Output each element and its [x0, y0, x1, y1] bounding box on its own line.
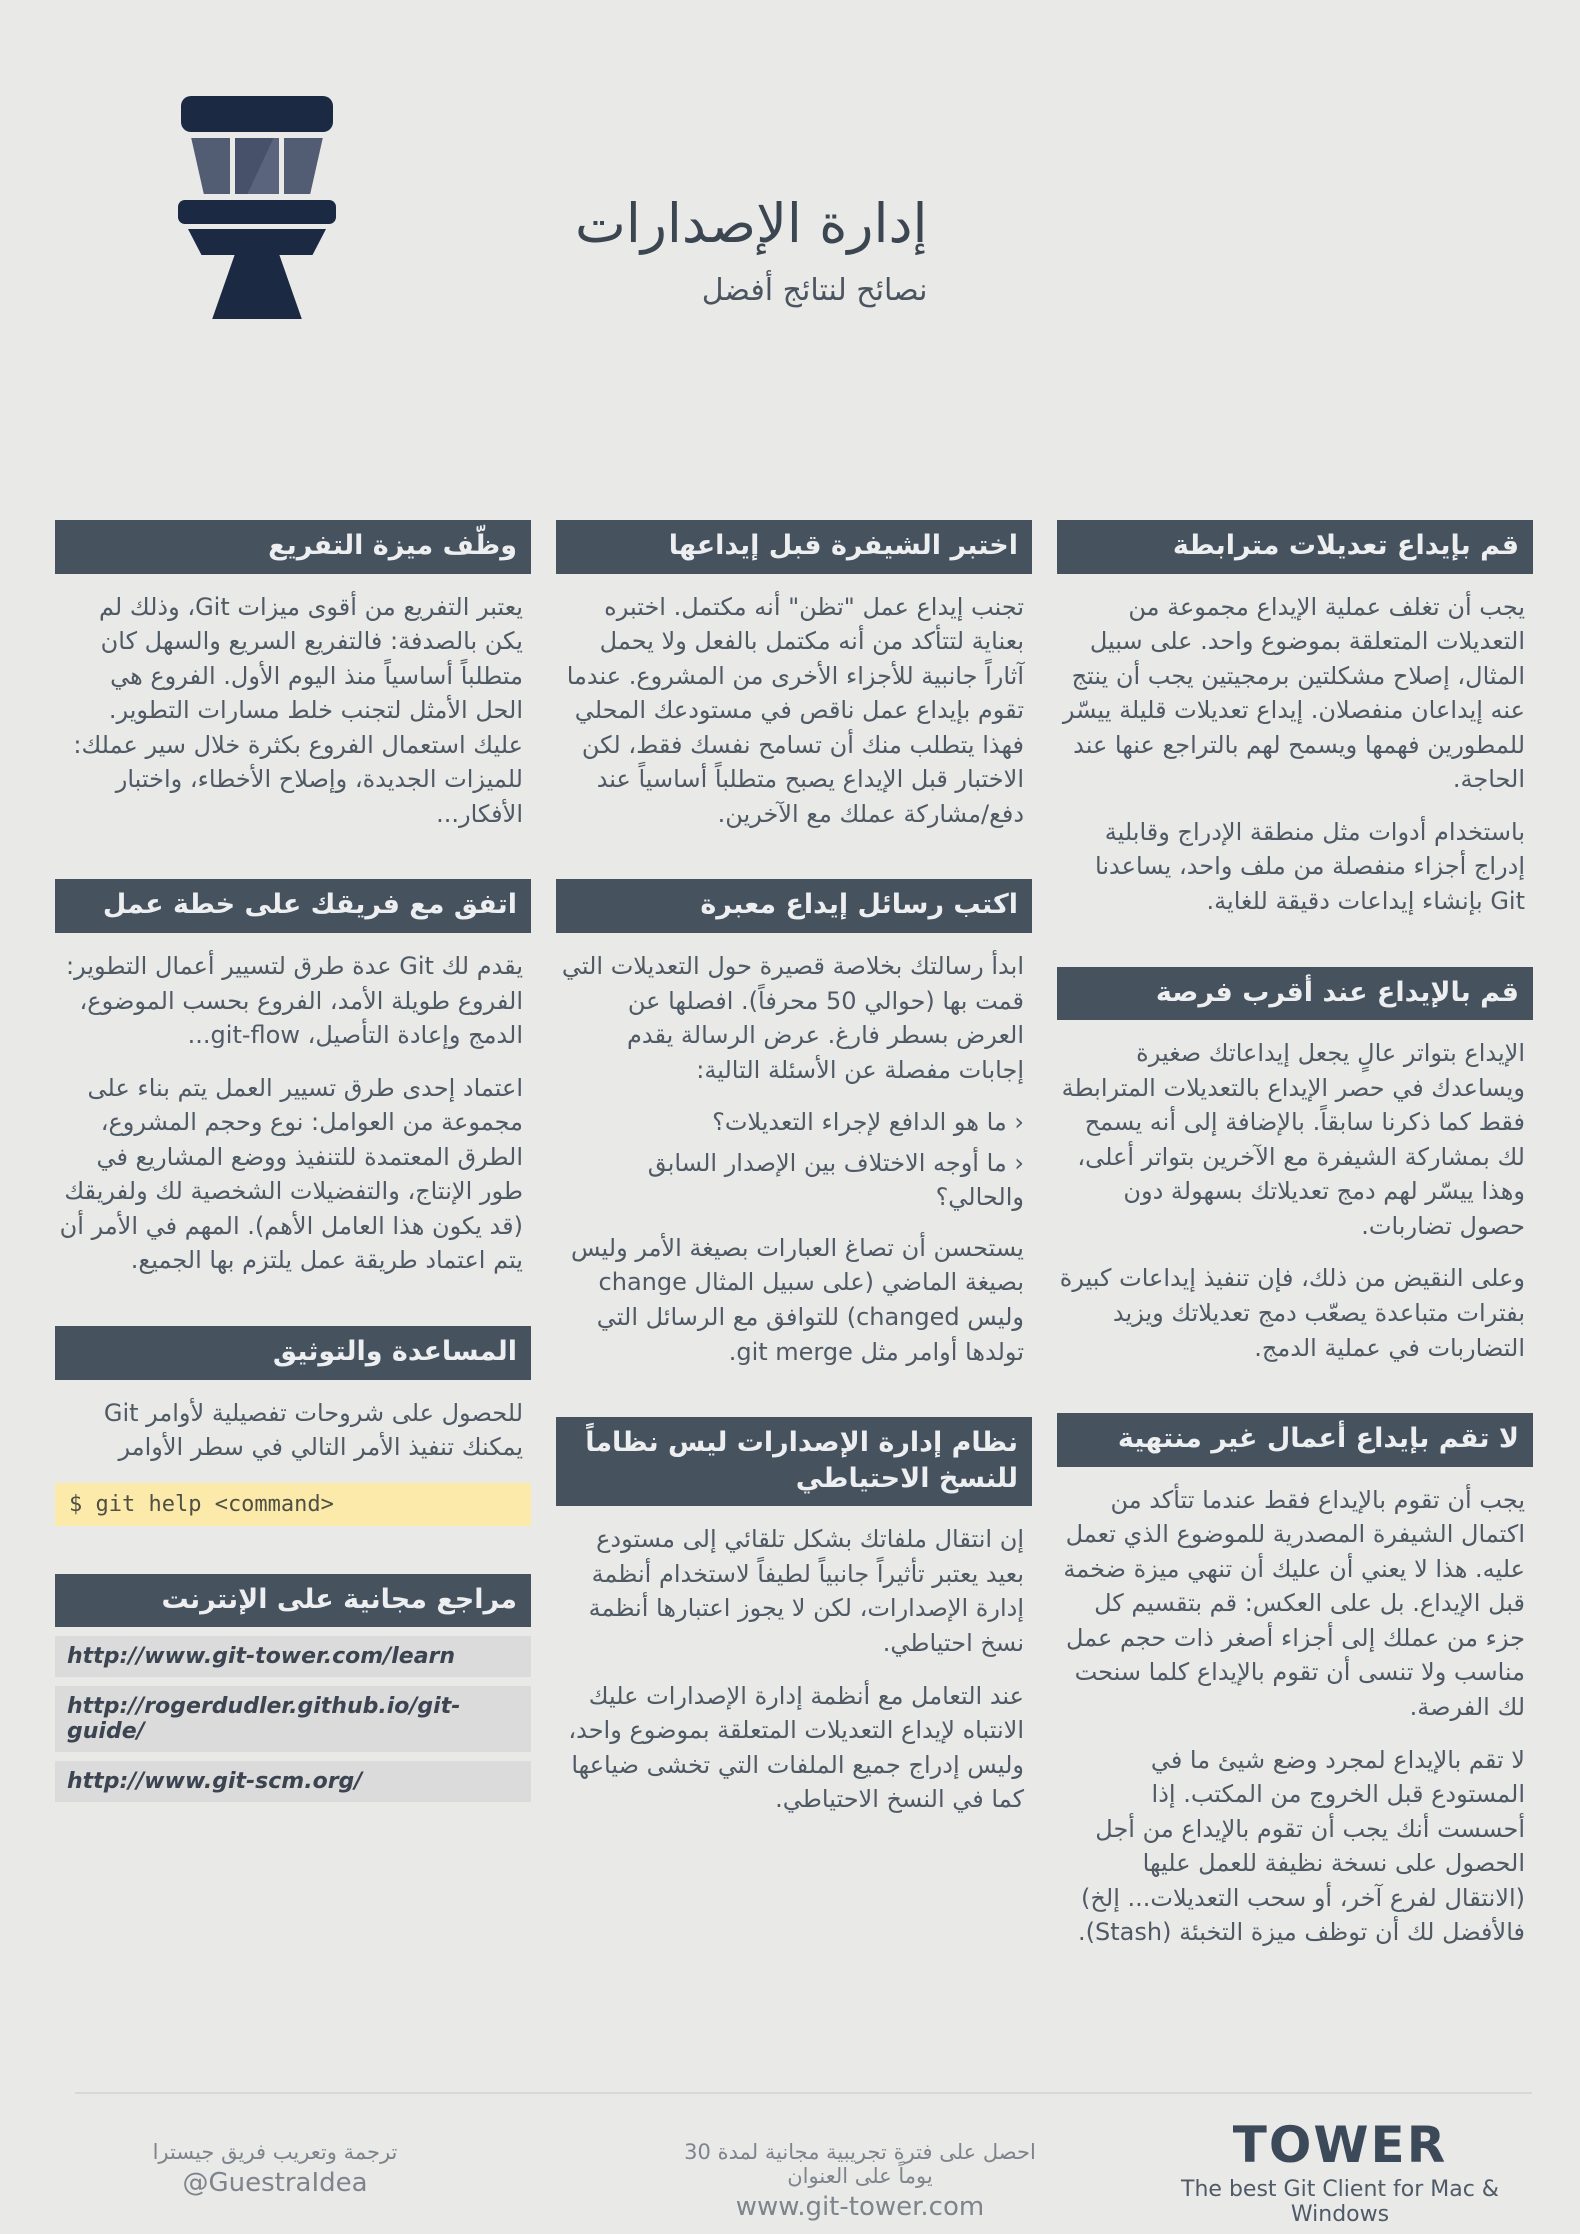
section-dont-commit-unfinished	[1057, 1413, 1533, 1950]
section-heading: لا تقم بإيداع أعمال غير منتهية	[1057, 1413, 1533, 1467]
section-paragraph: يجب أن تقوم بالإيداع فقط عندما تتأكد من اكتمال الشيفرة المصدرية للموضوع الذي تعمل عليه. هذا لا يعني أن عليك أن تنهي ميزة ضخمة قبل الإيداع. بل على العكس: قم بتقسيم كل جزء من عملك إلى أجزاء أصغر ذات حجم عمل مناسب ولا تنسى أن تقوم بالإيداع كلما سنحت لك الفرصة.	[1063, 1485, 1525, 1721]
section-heading: المساعدة والتوثيق	[55, 1326, 531, 1380]
footer-trial-offer	[680, 2140, 1040, 2222]
section-paragraph: عند التعامل مع أنظمة إدارة الإصدارات عليك الانتباه لإيداع التعديلات المتعلقة بموضوع واحد، وليس إدراج جميع الملفات التي تخشى ضياعها كما في النسخ الاحتياطي.	[568, 1681, 1024, 1814]
section-commit-messages	[556, 879, 1032, 1369]
section-heading: مراجع مجانية على الإنترنت	[55, 1574, 531, 1628]
reference-link-git-scm[interactable]: http://www.git-scm.org/	[55, 1761, 531, 1802]
section-heading: قم بإيداع تعديلات مترابطة	[1057, 520, 1533, 574]
section-heading: اكتب رسائل إيداع معبرة	[556, 879, 1032, 933]
logo-window-pane	[187, 138, 230, 194]
logo-cap-shape	[181, 96, 333, 132]
logo-stem-shape	[201, 255, 313, 319]
section-heading: وظّف ميزة التفريع	[55, 520, 531, 574]
section-use-branches	[55, 520, 531, 831]
section-commit-often	[1057, 967, 1533, 1366]
logo-band-shape	[182, 229, 332, 255]
section-paragraph: تجنب إيداع عمل "تظن" أنه مكتمل. اختبره بعناية لتتأكد من أنه مكتمل بالفعل ولا يحمل آثاراً جانبية للأجزاء الأخرى من المشروع. عندما تقوم بإيداع عمل ناقص في مستودعك المحلي فهذا يتطلب منك أن تسامح نفسك فقط، لكن الاختبار قبل الإيداع يصبح متطلباً أساسياً عند دفع/مشاركة عملك مع الآخرين.	[566, 592, 1024, 828]
content-columns	[55, 520, 1533, 1998]
brand-tagline: The best Git Client for Mac & Windows	[1181, 2177, 1499, 2227]
logo-band-shape	[178, 200, 336, 224]
tower-wordmark: TOWER	[1232, 2116, 1448, 2174]
tower-logo-icon	[178, 96, 336, 319]
section-heading: نظام إدارة الإصدارات ليس نظاماً للنسخ الاحتياطي	[556, 1417, 1032, 1506]
section-agree-on-workflow	[55, 879, 531, 1278]
section-test-before-commit	[556, 520, 1032, 831]
translation-credit-text: ترجمة وتعريب فريق جيسترا	[152, 2140, 398, 2164]
section-paragraph: اعتماد إحدى طرق تسيير العمل يتم بناء على مجموعة من العوامل: نوع وحجم المشروع، الطرق المعتمدة للتنفيذ ووضع المشاريع في طور الإنتاج، والتفضيلات الشخصية لك ولفريقك (قد يكون هذا العامل الأهم). المهم في الأمر أن يتم اعتماد طريقة عمل يلتزم بها الجميع.	[59, 1073, 523, 1275]
section-paragraph: يستحسن أن تصاغ العبارات بصيغة الأمر وليس بصيغة الماضي (على سبيل المثال change وليس changed) للتوافق مع الرسائل التي تولدها أوامر مثل git merge.	[570, 1233, 1024, 1366]
column-testing-messages	[556, 520, 1032, 1998]
column-branching-workflow	[55, 520, 531, 1998]
trial-offer-text: احصل على فترة تجريبية مجانية لمدة 30 يوماً على العنوان	[684, 2140, 1036, 2188]
column-commit-practices	[1057, 520, 1533, 1998]
section-free-references	[55, 1574, 531, 1803]
section-paragraph: وعلى النقيض من ذلك، فإن تنفيذ إيداعات كبيرة بفترات متباعدة يصعّب دمج تعديلاتك ويزيد التضاربات في عملية الدمج.	[1059, 1264, 1525, 1362]
bullet-item: ‹ ما أوجه الاختلاف بين الإصدار السابق والحالي؟	[647, 1148, 1024, 1212]
section-paragraph: يقدم لك Git عدة طرق لتسيير أعمال التطوير: الفروع طويلة الأمد، الفروع بحسب الموضوع، الدمج وإعادة التأصيل، git-flow...	[66, 952, 523, 1050]
section-paragraph: الإيداع بتواتر عالٍ يجعل إيداعاتك صغيرة ويساعدك في حصر الإيداع بالتعديلات المترابطة فقط كما ذكرنا سابقاً. بالإضافة إلى أنه يسمح لك بمشاركة الشيفرة مع الآخرين بتواتر أعلى، وهذا ييسّر لهم دمج تعديلاتك بسهولة دون حصول تضاربات.	[1061, 1039, 1525, 1240]
section-vcs-not-backup	[556, 1417, 1032, 1817]
footer-brand-block	[1150, 2118, 1530, 2227]
section-help-documentation	[55, 1326, 531, 1526]
translator-handle[interactable]: @GuestraIdea	[182, 2168, 368, 2198]
section-paragraph: إن انتقال ملفاتك بشكل تلقائي إلى مستودع بعيد يعتبر تأثيراً جانبياً لطيفاً لاستخدام أنظمة إدارة الإصدارات، لكن لا يجوز اعتبارها أنظمة نسخ احتياطي.	[588, 1525, 1024, 1657]
bullet-item: ‹ ما هو الدافع لإجراء التعديلات؟	[712, 1108, 1024, 1137]
git-help-command-snippet: $ git help <command>	[55, 1483, 531, 1526]
section-paragraph: لا تقم بالإيداع لمجرد وضع شيئ ما في المستودع قبل الخروج من المكتب. إذا أحسست أنك يجب أن تقوم بالإيداع من أجل الحصول على نسخة نظيفة للعمل عليها (الانتقال لفرع آخر، أو سحب التعديلات... إلخ) فالأفضل لك أن توظف ميزة التخبئة (Stash).	[1078, 1745, 1525, 1947]
section-paragraph: باستخدام أدوات مثل منطقة الإدراج وقابلية إدراج أجزاء منفصلة من ملف واحد، يساعدنا Git بإنشاء إيداعات دقيقة للغاية.	[1095, 817, 1525, 915]
footer-translation-credit	[130, 2140, 420, 2198]
footer-divider	[75, 2092, 1532, 2094]
logo-window-pane	[235, 138, 278, 194]
logo-windows-shape	[187, 138, 327, 194]
section-paragraph: للحصول على شروحات تفصيلية لأوامر Git يمكنك تنفيذ الأمر التالي في سطر الأوامر	[103, 1398, 523, 1462]
reference-link-git-tower-learn[interactable]: http://www.git-tower.com/learn	[55, 1636, 531, 1677]
logo-window-pane	[284, 138, 327, 194]
section-paragraph: ابدأ رسالتك بخلاصة قصيرة حول التعديلات التي قمت بها (حوالي 50 محرفاً). افصلها عن العرض بسطر فارغ. عرض الرسالة يقدم إجابات مفصلة عن الأسئلة التالية:	[561, 952, 1024, 1084]
section-paragraph: يعتبر التفريع من أقوى ميزات Git، وذلك لم يكن بالصدفة: فالتفريع السريع والسهل كان متطلباً أساسياً منذ اليوم الأول. الفروع هي الحل الأمثل لتجنب خلط مسارات التطوير. عليك استعمال الفروع بكثرة خلال سير عملك: للميزات الجديدة، وإصلاح الأخطاء، واختبار الأفكار...	[73, 592, 523, 828]
section-commit-related-changes	[1057, 520, 1533, 919]
section-heading: اختبر الشيفرة قبل إيداعها	[556, 520, 1032, 574]
reference-link-rogerdudler-guide[interactable]: http://rogerdudler.github.io/git-guide/	[55, 1686, 531, 1752]
page-title: إدارة الإصدارات	[575, 192, 928, 255]
section-heading: اتفق مع فريقك على خطة عمل	[55, 879, 531, 933]
section-heading: قم بالإيداع عند أقرب فرصة	[1057, 967, 1533, 1021]
header-title-block	[575, 192, 928, 308]
section-paragraph: يجب أن تغلف عملية الإيداع مجموعة من التعديلات المتعلقة بموضوع واحد. على سبيل المثال، إصلاح مشكلتين برمجيتين يجب أن ينتج عنه إيداعان منفصلان. إيداع تعديلات قليلة ييسّر للمطورين فهمها ويسمح لهم بالتراجع عنها عند الحاجة.	[1062, 592, 1525, 794]
page-subtitle: نصائح لنتائج أفضل	[701, 272, 928, 308]
trial-url[interactable]: www.git-tower.com	[735, 2192, 985, 2222]
